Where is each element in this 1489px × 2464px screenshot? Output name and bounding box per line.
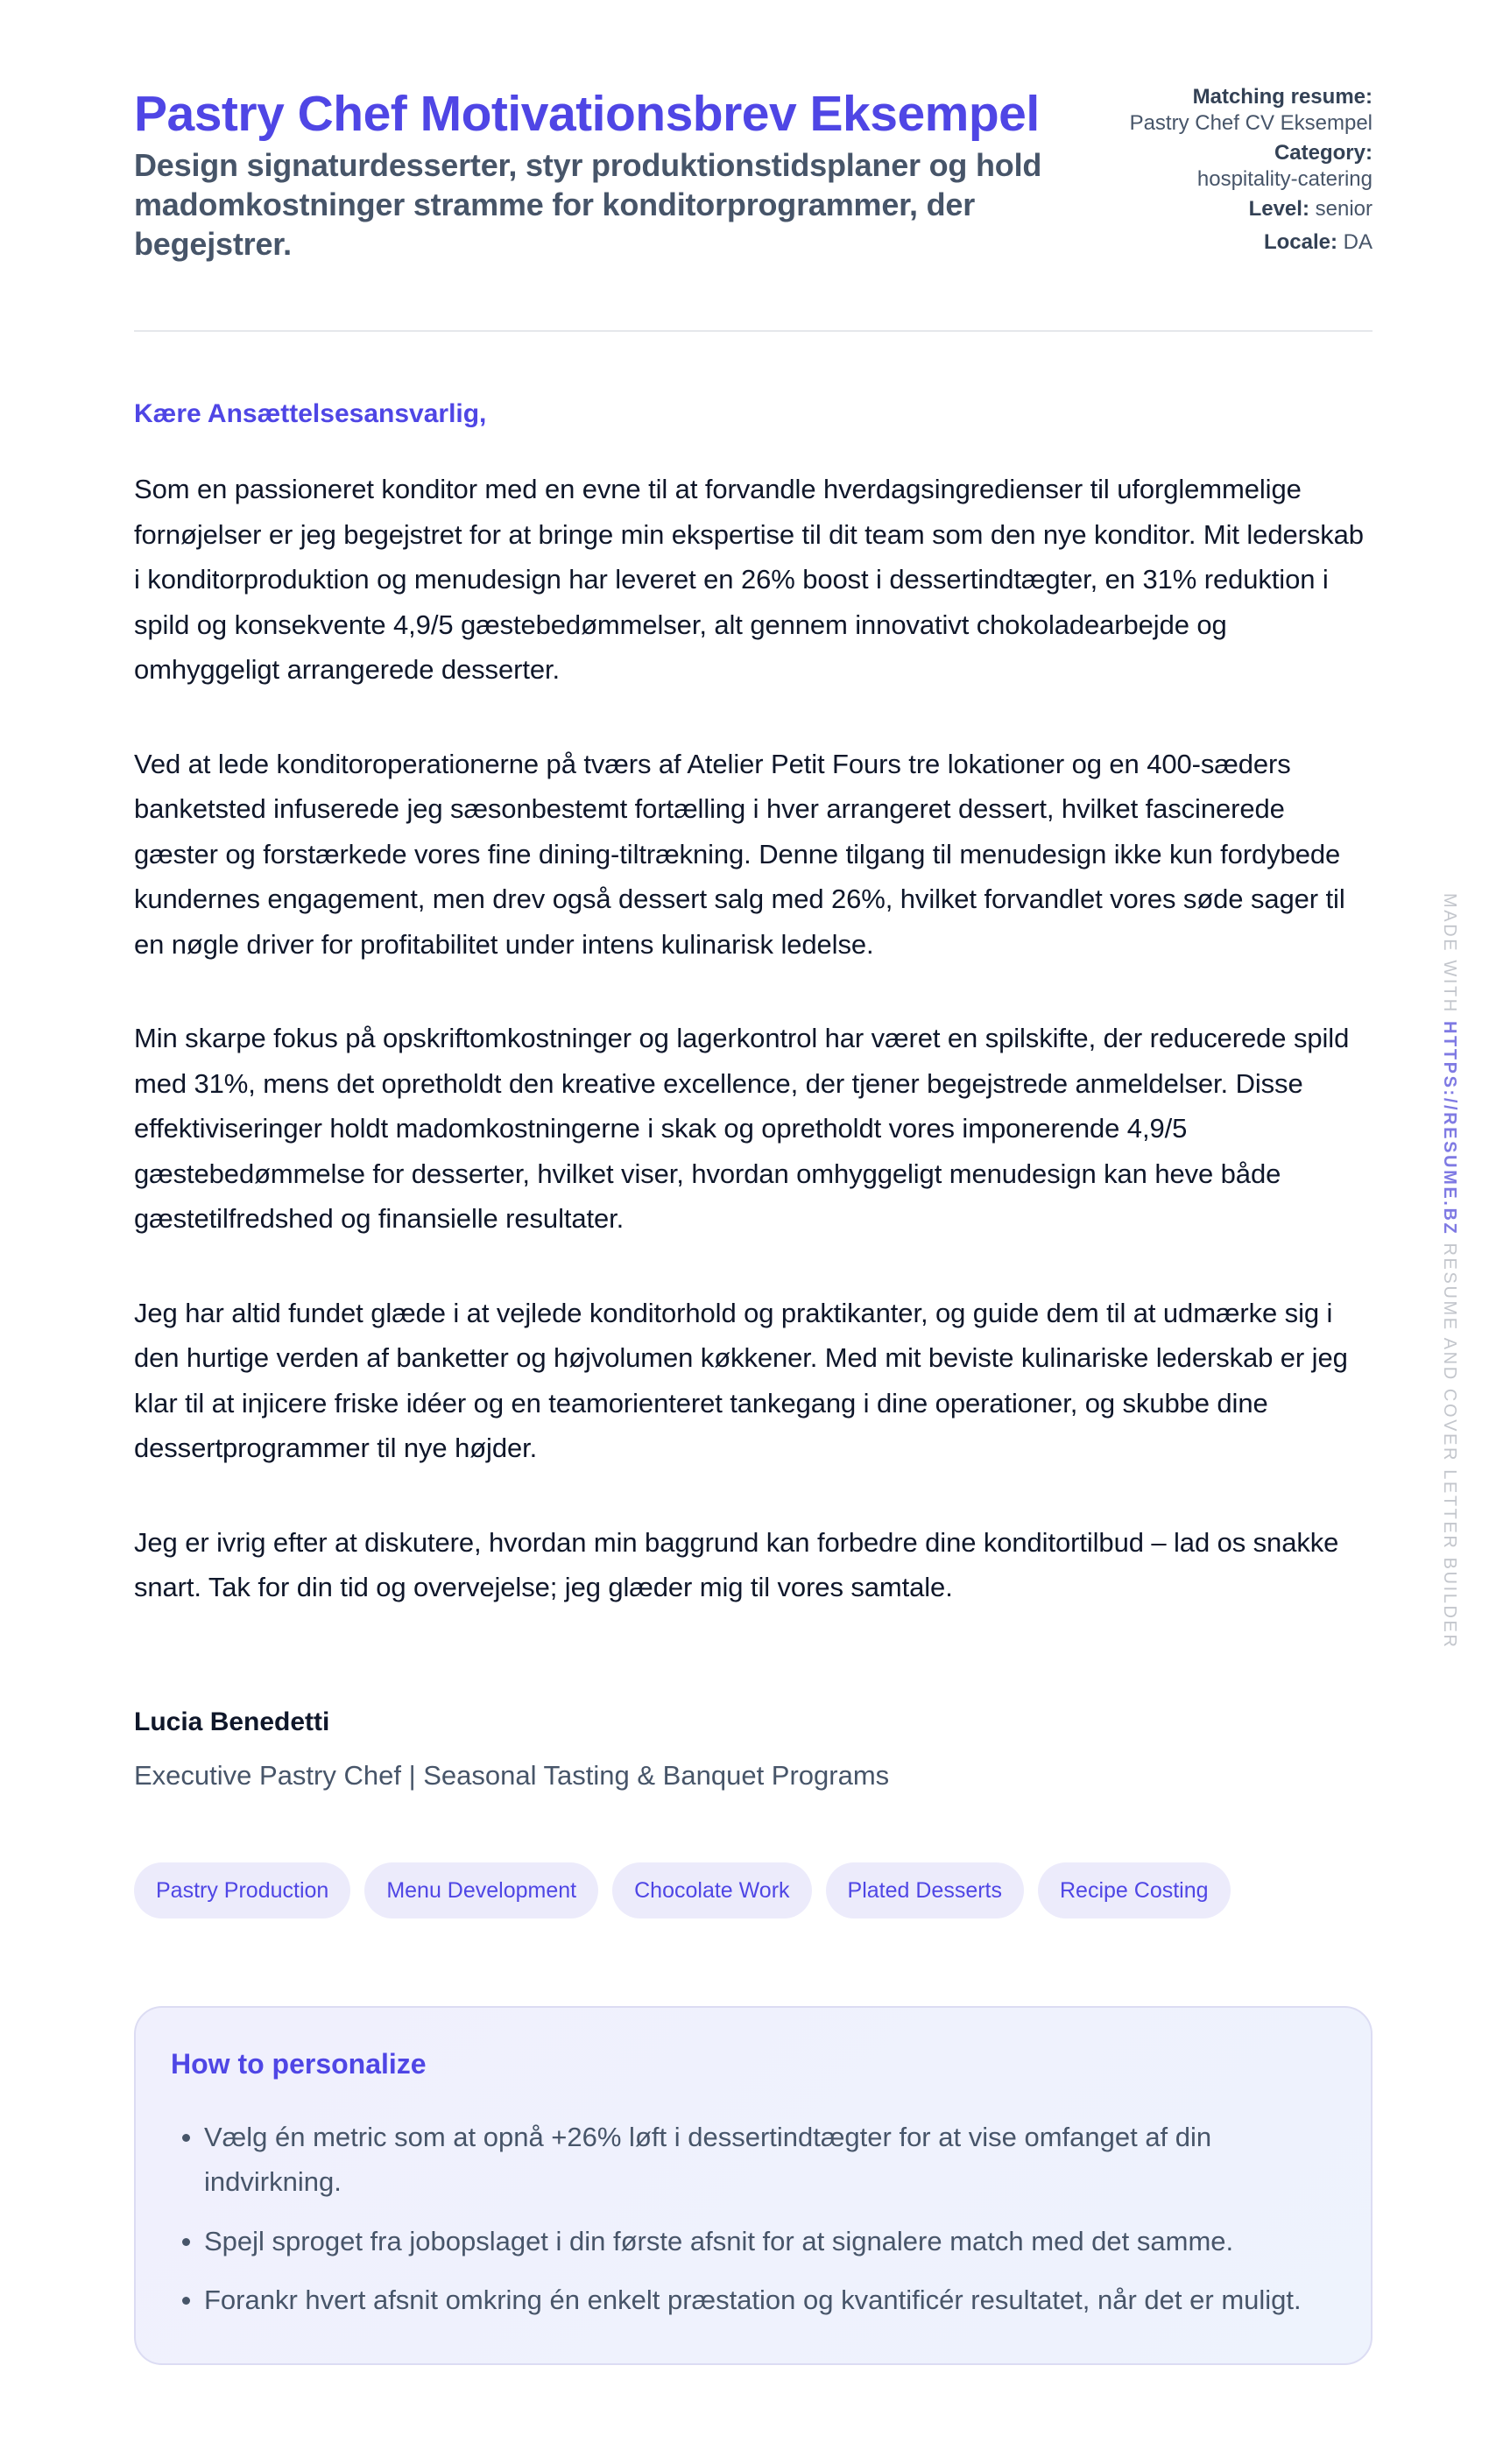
skill-tag: Plated Desserts bbox=[826, 1862, 1024, 1918]
bullet-icon bbox=[182, 2134, 190, 2142]
personalize-tips-card bbox=[134, 2006, 1373, 2365]
tips-item bbox=[171, 2115, 1336, 2205]
signature-title: Executive Pastry Chef | Seasonal Tasting & Banquet Programs bbox=[134, 1759, 890, 1791]
letter-paragraph: Ved at lede konditoroperationerne på tværs af Atelier Petit Fours tre lokationer og en 400-sæders banketsted infuserede jeg sæsonbestemt fortælling i hver arrangeret dessert, hvilket fascinerede gæster og forstærkede vores fine dining-tiltrækning. Denne tilgang til menudesign ikke kun fordybede kundernes engagement, men drev også dessert salg med 26%, hvilket forvandlet vores søde sager til en nøgle driver for profitabilitet under intens kulinarisk ledelse. bbox=[134, 748, 1345, 960]
tips-item-text: Spejl sproget fra jobopslaget i din første afsnit for at signalere match med det samme. bbox=[204, 2225, 1234, 2256]
tips-title: How to personalize bbox=[171, 2047, 427, 2080]
meta-locale bbox=[1127, 229, 1373, 256]
meta-level-label: Level: bbox=[1248, 197, 1309, 221]
skill-tag: Recipe Costing bbox=[1038, 1862, 1231, 1918]
content bbox=[134, 84, 1373, 2365]
bullet-icon bbox=[182, 2238, 190, 2246]
tips-item bbox=[171, 2219, 1336, 2264]
bullet-icon bbox=[182, 2297, 190, 2305]
meta-matching-resume-value: Pastry Chef CV Eksempel bbox=[1129, 111, 1373, 135]
header-left bbox=[134, 84, 1097, 264]
meta-panel bbox=[1127, 84, 1373, 263]
watermark-suffix: RESUME AND COVER LETTER BUILDER bbox=[1440, 1243, 1459, 1650]
skill-tag: Menu Development bbox=[364, 1862, 598, 1918]
meta-locale-label: Locale: bbox=[1263, 230, 1337, 254]
tips-item-text: Forankr hvert afsnit omkring én enkelt præstation og kvantificér resultatet, når det er muligt. bbox=[204, 2284, 1302, 2315]
signature bbox=[134, 1705, 1373, 1794]
meta-level-value: senior bbox=[1315, 197, 1373, 221]
letter-body bbox=[134, 397, 1373, 1610]
meta-matching-resume bbox=[1127, 84, 1373, 137]
skill-tag: Chocolate Work bbox=[612, 1862, 811, 1918]
meta-category-value: hospitality-catering bbox=[1196, 167, 1373, 191]
letter-greeting: Kære Ansættelsesansvarlig, bbox=[134, 399, 487, 428]
meta-locale-value: DA bbox=[1343, 230, 1373, 254]
letter-paragraph: Jeg er ivrig efter at diskutere, hvordan min baggrund kan forbedre dine konditortilbud – lad os snakke snart. Tak for din tid og overvejelse; jeg glæder mig til vores samtale. bbox=[134, 1526, 1339, 1602]
tips-item bbox=[171, 2277, 1336, 2323]
meta-level bbox=[1127, 196, 1373, 222]
page-title: Pastry Chef Motivationsbrev Eksempel bbox=[134, 86, 1040, 142]
vertical-watermark bbox=[1433, 893, 1459, 1650]
meta-matching-resume-label: Matching resume: bbox=[1192, 85, 1373, 109]
tips-item-text: Vælg én metric som at opnå +26% løft i dessertindtægter for at vise omfanget af din indvirkning. bbox=[204, 2121, 1212, 2197]
watermark-prefix: MADE WITH bbox=[1440, 893, 1459, 1014]
letter-paragraph: Jeg har altid fundet glæde i at vejlede konditorhold og praktikanter, og guide dem til at udmærke sig i den hurtige verden af banketter og højvolumen køkkener. Med mit beviste kulinariske lederskab er jeg klar til at injicere friske idéer og en teamorienteret tankegang i dine operationer, og skubbe dine dessertprogrammer til nye højder. bbox=[134, 1297, 1348, 1463]
header bbox=[134, 84, 1373, 332]
meta-category-label: Category: bbox=[1274, 141, 1373, 165]
tips-list bbox=[171, 2115, 1336, 2323]
page-subtitle: Design signaturdesserter, styr produktionstidsplaner og hold madomkostninger stramme for konditorprogrammer, der begejstrer. bbox=[134, 147, 1042, 262]
meta-category bbox=[1127, 140, 1373, 193]
letter-paragraph: Som en passioneret konditor med en evne til at forvandle hverdagsingredienser til uforglemmelige fornøjelser er jeg begejstret for at bringe min ekspertise til dit team som den nye konditor. Mit lederskab i konditorproduktion og menudesign har leveret en 26% boost i dessertindtægter, en 31% reduktion i spild og konsekvente 4,9/5 gæstebedømmelser, alt gennem innovativt chokoladearbejde og omhyggeligt arrangerede desserter. bbox=[134, 474, 1364, 685]
signature-name: Lucia Benedetti bbox=[134, 1707, 330, 1736]
skill-tags bbox=[134, 1862, 1373, 1918]
skill-tag: Pastry Production bbox=[134, 1862, 350, 1918]
watermark-link[interactable]: HTTPS://RESUME.BZ bbox=[1440, 1021, 1459, 1236]
letter-paragraph: Min skarpe fokus på opskriftomkostninger og lagerkontrol har været en spilskifte, der reducerede spild med 31%, mens det opretholdt den kreative excellence, der tjener begejstrede anmeldelser. Disse effektiviseringer holdt madomkostningerne i skak og opretholdt vores imponerende 4,9/5 gæstebedømmelse for desserter, hvilket viser, hvordan omhyggeligt menudesign kan heve både gæstetilfredshed og finansielle resultater. bbox=[134, 1023, 1350, 1234]
